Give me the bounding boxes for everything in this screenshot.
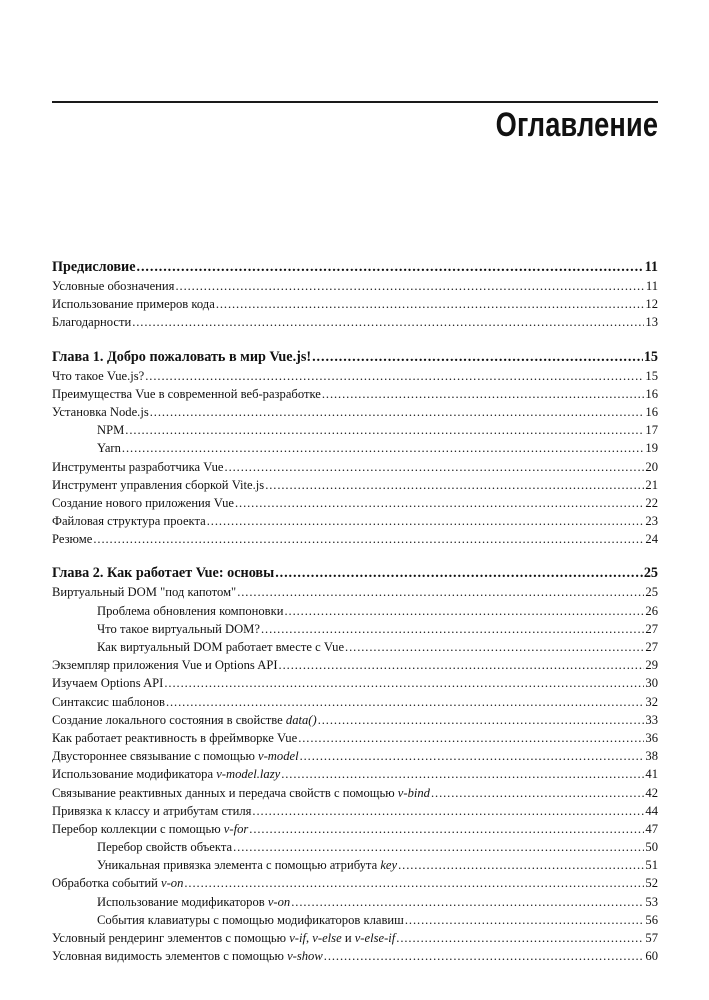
toc-entry-text: Уникальная привязка элемента с помощью атрибута	[97, 858, 381, 873]
toc-entry-title	[52, 747, 299, 765]
toc-leader-dots	[318, 711, 645, 729]
toc-entry-title	[52, 564, 274, 583]
toc-entry-text: Создание локального состояния в свойстве	[52, 712, 286, 727]
toc-page-number: 24	[645, 532, 658, 547]
toc-entry-title	[97, 911, 404, 929]
toc-page-number: 15	[643, 348, 658, 365]
toc-entry[interactable]	[52, 530, 658, 548]
toc-entry-text: Инструменты разработчика Vue	[52, 459, 224, 474]
toc-page-number: 47	[645, 821, 658, 836]
toc-page-number: 13	[645, 315, 658, 330]
toc-entry[interactable]	[52, 929, 658, 947]
toc-entry[interactable]	[52, 367, 658, 385]
toc-entry-text: Благодарности	[52, 315, 132, 330]
toc-page-number: 50	[645, 840, 658, 855]
toc-entry-text: Как виртуальный DOM работает вместе с Vue	[97, 640, 345, 654]
toc-entry[interactable]	[52, 620, 658, 638]
toc-leader-dots	[137, 258, 644, 277]
toc-entry-title	[97, 838, 232, 856]
toc-chapter-entry[interactable]	[52, 258, 658, 277]
toc-entry-title	[97, 602, 283, 620]
toc-page-number: 25	[645, 585, 658, 600]
toc-entry[interactable]	[52, 784, 658, 802]
toc-entry-title	[97, 421, 124, 439]
toc-entry[interactable]	[52, 494, 658, 512]
toc-page-number: 22	[645, 495, 658, 510]
toc-leader-dots	[298, 729, 644, 747]
toc-entry-code: v-model.lazy	[216, 767, 281, 782]
toc-page-number: 52	[645, 876, 658, 891]
page-title: Оглавление	[495, 106, 658, 144]
toc-leader-dots	[275, 564, 643, 583]
toc-entry-title	[97, 638, 344, 656]
toc-page-number: 12	[645, 297, 658, 312]
toc-entry-text: Установка Node.js	[52, 404, 149, 419]
toc-entry-code: key	[380, 858, 398, 873]
toc-page-number: 17	[645, 423, 658, 438]
toc-page-number: 27	[645, 621, 658, 636]
toc-entry-title	[52, 313, 131, 331]
toc-entry[interactable]	[52, 802, 658, 820]
toc-entry-text: ,	[306, 931, 313, 945]
toc-entry-title	[52, 494, 234, 512]
toc-entry-title	[52, 258, 136, 277]
toc-page-number: 20	[645, 459, 658, 474]
toc-entry-text: Что такое Vue.js?	[52, 368, 145, 383]
toc-entry[interactable]	[52, 874, 658, 892]
toc-entry-text: Использование примеров кода	[52, 297, 215, 312]
toc-entry-title	[52, 711, 317, 729]
toc-entry-title	[52, 784, 430, 802]
toc-entry-title	[52, 874, 183, 892]
toc-entry-title	[52, 458, 224, 476]
toc-entry-title	[52, 729, 297, 747]
toc-entry[interactable]	[52, 765, 658, 783]
toc-leader-dots	[184, 874, 644, 892]
toc-entry-title	[52, 476, 264, 494]
toc-entry-code: v-if	[289, 931, 306, 945]
toc-page-number: 27	[645, 640, 658, 654]
toc-entry[interactable]	[52, 838, 658, 856]
toc-page-number: 30	[645, 676, 658, 691]
toc-entry[interactable]	[52, 638, 658, 656]
toc-entry-text: Файловая структура проекта	[52, 514, 206, 529]
toc-page-number: 25	[643, 565, 658, 582]
toc-leader-dots	[279, 656, 645, 674]
toc-entry[interactable]	[52, 476, 658, 494]
toc-page-number: 36	[645, 730, 658, 745]
toc-chapter-entry[interactable]	[52, 348, 658, 367]
toc-entry[interactable]	[52, 512, 658, 530]
toc-entry-code: v-else-if	[354, 931, 396, 945]
toc-entry-code: v-for	[223, 821, 249, 836]
toc-entry-code: v-show	[287, 949, 323, 964]
toc-page-number: 38	[645, 749, 658, 764]
toc-entry[interactable]	[52, 385, 658, 403]
toc-entry-title	[52, 348, 311, 367]
header-rule	[52, 101, 658, 103]
toc-page-number: 29	[645, 658, 658, 673]
toc-leader-dots	[261, 620, 644, 638]
toc-entry[interactable]	[52, 403, 658, 421]
toc-entry-title	[52, 295, 215, 313]
toc-leader-dots	[322, 385, 645, 403]
toc-entry-text: Условный рендеринг элементов с помощью	[52, 931, 290, 945]
toc-entry-title	[52, 656, 278, 674]
toc-entry[interactable]	[52, 277, 658, 295]
toc-page-number: 51	[645, 858, 658, 873]
toc-entry[interactable]	[52, 893, 658, 911]
toc-entry-text: Глава 1. Добро пожаловать в мир Vue.js!	[52, 348, 312, 365]
toc-entry-text: Виртуальный DOM "под капотом"	[52, 585, 237, 600]
toc-entry[interactable]	[52, 458, 658, 476]
toc-entry-title	[97, 893, 290, 911]
toc-entry-title	[52, 530, 92, 548]
toc-leader-dots	[284, 602, 644, 620]
toc-entry-text: События клавиатуры с помощью модификаторов клавиш	[97, 912, 404, 927]
toc-entry-code: v-on	[267, 894, 291, 909]
toc-entry-text: Связывание реактивных данных и передача свойств с помощью	[52, 785, 398, 800]
toc-entry-text: Привязка к классу и атрибутам стиля	[52, 803, 252, 818]
toc-leader-dots	[265, 476, 644, 494]
toc-page-number: 16	[645, 404, 658, 419]
toc-page-number: 23	[645, 514, 658, 529]
toc-page-number: 21	[645, 477, 658, 492]
toc-entry-text: NPM	[97, 423, 125, 438]
toc-entry-title	[52, 820, 248, 838]
toc-entry[interactable]	[52, 911, 658, 929]
toc-entry[interactable]	[52, 947, 658, 965]
toc-entry-title	[52, 512, 206, 530]
toc-entry-text: и	[341, 931, 355, 945]
toc-entry-text: Изучаем Options API	[52, 676, 164, 691]
toc-entry-text: Yarn	[97, 441, 121, 456]
toc-entry-text: Экземпляр приложения Vue и Options API	[52, 658, 278, 673]
toc-leader-dots	[281, 765, 644, 783]
toc-entry-code: data()	[285, 712, 317, 727]
toc-leader-dots	[175, 277, 644, 295]
toc-leader-dots	[324, 947, 645, 965]
toc-leader-dots	[396, 929, 644, 947]
toc-entry[interactable]	[52, 439, 658, 457]
toc-entry-text: Перебор свойств объекта	[97, 840, 233, 855]
toc-page-number: 33	[645, 712, 658, 727]
toc-entry[interactable]	[52, 295, 658, 313]
toc-leader-dots	[300, 747, 645, 765]
toc-entry-title	[97, 856, 397, 874]
toc-entry-text: Перебор коллекции с помощью	[52, 821, 224, 836]
toc-page-number: 11	[645, 279, 658, 293]
toc-entry-title	[52, 765, 280, 783]
toc-page-number: 53	[645, 894, 658, 909]
toc-leader-dots	[405, 911, 645, 929]
toc-entry-code: v-on	[160, 876, 184, 891]
toc-entry-text: Преимущества Vue в современной веб-разработке	[52, 386, 321, 401]
toc-entry[interactable]	[52, 674, 658, 692]
toc-page-number: 42	[645, 785, 658, 800]
toc-leader-dots	[132, 313, 644, 331]
toc-page-number: 15	[645, 368, 658, 383]
toc-entry-text: Условная видимость элементов с помощью	[52, 949, 288, 964]
toc-entry-text: Что такое виртуальный DOM?	[97, 621, 260, 636]
toc-entry[interactable]	[52, 421, 658, 439]
toc-leader-dots	[164, 674, 644, 692]
toc-entry[interactable]	[52, 602, 658, 620]
toc-page-number: 16	[645, 386, 658, 401]
table-of-contents	[52, 258, 658, 965]
toc-leader-dots	[207, 512, 645, 530]
toc-page-number: 19	[645, 441, 658, 456]
toc-entry-text: Предисловие	[52, 259, 136, 275]
toc-entry-code: v-bind	[397, 785, 430, 800]
toc-page-number: 11	[644, 259, 658, 275]
toc-entry-text: Синтаксис шаблонов	[52, 694, 165, 709]
toc-entry[interactable]	[52, 729, 658, 747]
toc-entry-title	[52, 385, 321, 403]
toc-page-number: 41	[645, 767, 658, 782]
toc-entry-title	[52, 403, 149, 421]
toc-entry-text: Резюме	[52, 532, 93, 547]
toc-entry-title	[52, 929, 395, 947]
toc-leader-dots	[233, 838, 644, 856]
toc-entry-title	[52, 367, 144, 385]
toc-entry-text: Двустороннее связывание с помощью	[52, 749, 259, 764]
toc-leader-dots	[237, 583, 644, 601]
toc-entry-title	[52, 693, 165, 711]
toc-leader-dots	[145, 367, 644, 385]
toc-leader-dots	[93, 530, 644, 548]
toc-leader-dots	[225, 458, 645, 476]
toc-leader-dots	[252, 802, 644, 820]
toc-leader-dots	[150, 403, 645, 421]
toc-entry-text: Как работает реактивность в фреймворке Vue	[52, 730, 298, 745]
toc-entry-text: Условные обозначения	[52, 279, 175, 293]
toc-entry[interactable]	[52, 656, 658, 674]
toc-entry[interactable]	[52, 856, 658, 874]
toc-entry-title	[52, 674, 163, 692]
toc-chapter-entry[interactable]	[52, 564, 658, 583]
toc-entry-title	[52, 277, 174, 295]
toc-entry-title	[97, 439, 121, 457]
toc-entry[interactable]	[52, 313, 658, 331]
toc-page-number: 56	[645, 912, 658, 927]
toc-leader-dots	[345, 638, 644, 656]
toc-entry[interactable]	[52, 747, 658, 765]
toc-leader-dots	[398, 856, 644, 874]
toc-entry-text: Инструмент управления сборкой Vite.js	[52, 477, 265, 492]
toc-page-number: 32	[645, 694, 658, 709]
toc-leader-dots	[291, 893, 644, 911]
toc-entry-text: Проблема обновления компоновки	[97, 603, 284, 618]
toc-entry[interactable]	[52, 583, 658, 601]
toc-entry-text: Использование модификаторов	[97, 894, 268, 909]
toc-leader-dots	[312, 348, 643, 367]
toc-page-number: 44	[645, 803, 658, 818]
toc-entry-title	[52, 802, 251, 820]
toc-leader-dots	[122, 439, 644, 457]
toc-entry-text: Обработка событий	[52, 876, 161, 891]
toc-entry-code: v-model	[258, 749, 299, 764]
toc-entry-text: Использование модификатора	[52, 767, 217, 782]
toc-page-number: 60	[645, 949, 658, 964]
toc-leader-dots	[235, 494, 644, 512]
toc-entry[interactable]	[52, 711, 658, 729]
toc-entry-title	[97, 620, 260, 638]
toc-entry-title	[52, 947, 323, 965]
toc-entry-text: Создание нового приложения Vue	[52, 495, 234, 510]
toc-entry[interactable]	[52, 820, 658, 838]
toc-leader-dots	[125, 421, 644, 439]
toc-page-number: 26	[645, 603, 658, 618]
toc-entry-text: Глава 2. Как работает Vue: основы	[52, 565, 275, 582]
toc-entry[interactable]	[52, 693, 658, 711]
toc-entry-code: v-else	[312, 931, 342, 945]
toc-leader-dots	[249, 820, 644, 838]
toc-entry-title	[52, 583, 236, 601]
toc-leader-dots	[431, 784, 644, 802]
toc-leader-dots	[216, 295, 645, 313]
toc-page-number: 57	[645, 931, 658, 945]
toc-leader-dots	[166, 693, 644, 711]
